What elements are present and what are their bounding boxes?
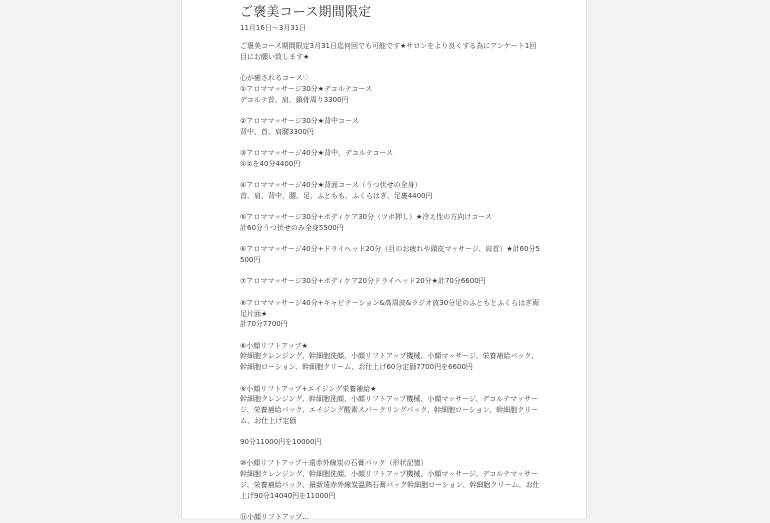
post-period: 11月16日〜3月31日 xyxy=(240,24,307,32)
post-content xyxy=(240,4,540,523)
post-title: ご褒美コース期間限定 xyxy=(240,5,372,20)
post-body: ご褒美コース期間限定3月31日迄何回でも可能です★サロンをより良くする為にアンケート1回目にお願い致します★ 心が癒されるコース♡ ①アロママッサージ30分★デコルテコース デコルテ首、肩、鎖骨周り3300円 ②アロママッサージ30分★背中コース 背中、首、肩腰3300円 ③アロママッサージ40分★背中、デコルテコース ①②を40分4400円 ④アロママッサージ40分★背面コース（うつ伏せの全身） 首、肩、背中、腰、足、ふともも、ふくらはぎ、足裏4400円 ⑤アロママッサージ30分+ボディケア30分（ツボ押し）★冷え性の方向けコース 計60分うつ伏せのみ全身5500円 ⑥アロママッサージ40分+ドライヘッド20分（目のお疲れや頭皮マッサージ、肩首）★計60分5500円 ⑦アロママッサージ30分+ボディケア20分ドライヘッド20分★計70分6600円 ⑧アロママッサージ40分+キャビテーション&高周波&ラジオ波30分足のふともとふくらはぎ両足片面★ 計70分7700円 ⑧小顔リフトアップ★ 幹細胞クレンジング、幹細胞洗顔、小顔リフトアップ機械、小顔マッサージ、栄養補給パック、幹細胞ローション、幹細胞クリーム、お仕上げ60分定価7700円を6600円 ⑨小顔リフトアップ+エイジング栄養補給★ 幹細胞クレンジング、幹細胞洗顔、小顔リフトアップ機械、小顔マッサージ、デコルテマッサージ、栄養補給パック、エイジング酸素スパークリングパック、幹細胞ローション、幹細胞クリーム、お仕上げ定価 90分11000円を10000円 ⑩小顔リフトアップ＋遠赤外線炭の石膏パック（形状記憶） 幹細胞クレンジング、幹細胞洗顔、小顔リフトアップ機械、小顔マッサージ、デコルテマッサージ、栄養補給パック、最新遠赤外線炭温熱石膏パック幹細胞ローション、幹細胞クリーム、お仕上げ90分14040円を11000円 ⑪小顔リフトアップ... xyxy=(240,42,540,521)
